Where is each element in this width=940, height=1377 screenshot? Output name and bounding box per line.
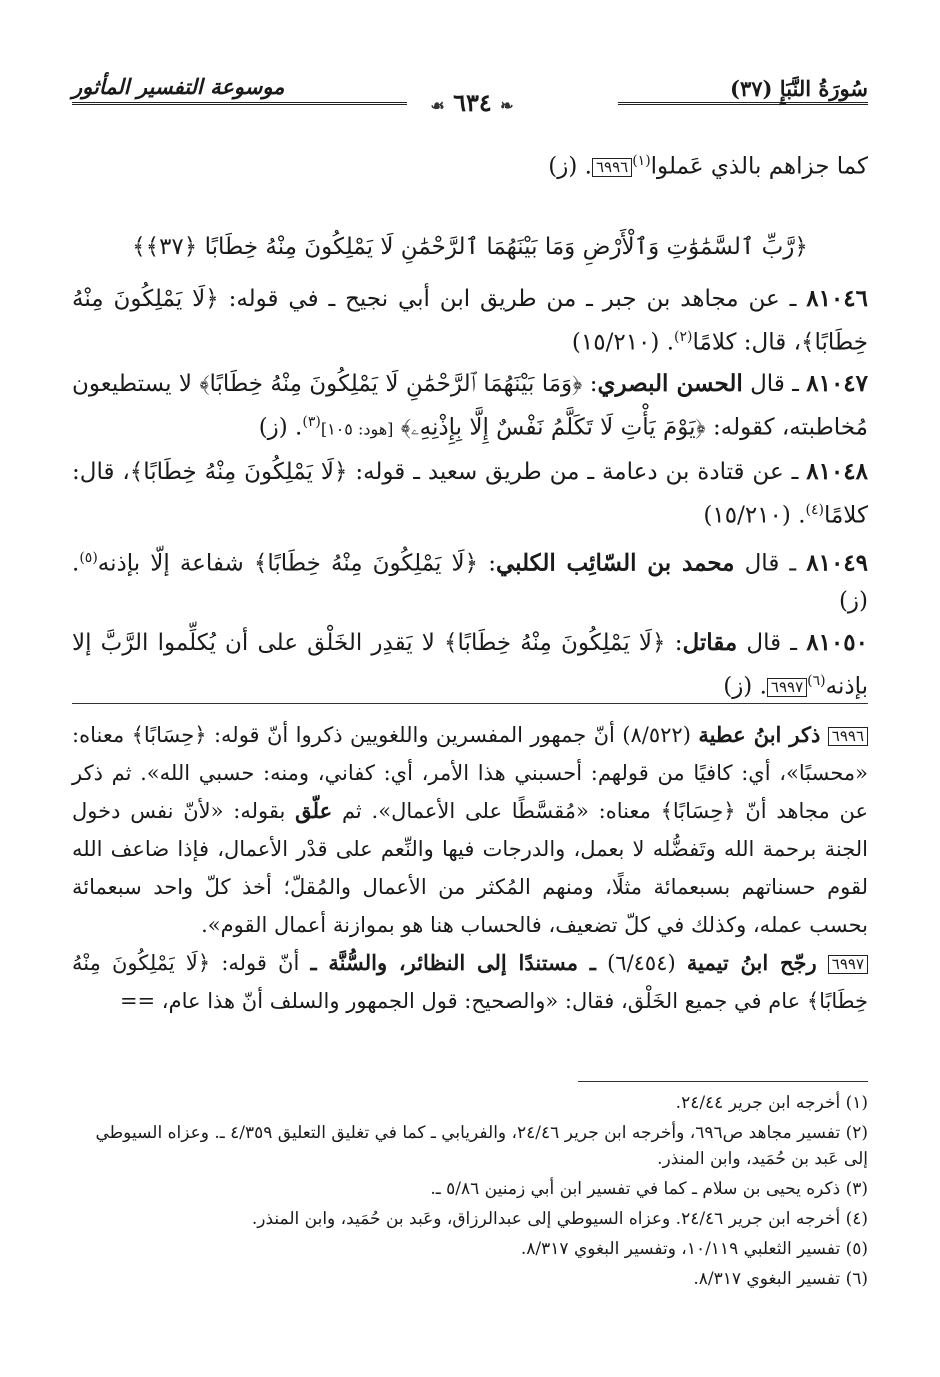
page-header	[72, 68, 868, 118]
note-box-marker: ٦٩٩٦	[828, 727, 868, 746]
continuation-line: كما جزاهم بالذي عَملوا$^{(١)}$٦٩٩٦. (ز)	[548, 153, 868, 180]
entry-number: ٨١٠٤٩	[806, 549, 869, 577]
narration-entry: ٨١٠٤٧ ـ قال الحسن البصري: ﴿وَمَا بَيْنَهُمَا ٱلرَّحْمَٰنِ لَا يَمْلِكُونَ مِنْهُ خِطَابًا﴾ لا يستطيعون مُخاطبته، كقوله: ﴿يَوْمَ يَأْتِ لَا تَكَلَّمُ نَفْسٌ إِلَّا بِإِذْنِهِۦ﴾ [هود: ١٠٥]$^{(٣)}$. (ز)	[72, 370, 869, 441]
book-title: موسوعة التفسير المأثور	[72, 74, 285, 99]
entry-number: ٨١٠٤٧	[806, 370, 869, 398]
footnote-marker[interactable]: (٦)	[807, 673, 826, 690]
note-box-marker: ٦٩٩٧	[828, 955, 868, 974]
header-rule	[618, 102, 868, 105]
page-number-box	[422, 88, 522, 117]
entry-number: ٨١٠٤٦	[806, 284, 868, 312]
narration-entry: ٨١٠٤٩ ـ قال محمد بن السّائِب الكلبي: ﴿لَا يَمْلِكُونَ مِنْهُ خِطَابًا﴾ شفاعة إلّا بإذنه$^{(٥)}$. (ز)	[72, 549, 869, 615]
footnote-marker[interactable]: (٤)	[805, 501, 824, 518]
header-rule	[72, 102, 407, 105]
ornament-icon: ❧	[500, 96, 514, 115]
narrator-name: محمد بن السّائِب الكلبي	[495, 549, 735, 577]
entry-number: ٨١٠٥٠	[806, 629, 868, 657]
narration-entry: ٨١٠٥٠ ـ قال مقاتل: ﴿لَا يَمْلِكُونَ مِنْهُ خِطَابًا﴾ لا يَقدِر الخَلْق على أن يُكلِّموا الرَّبَّ إلا بإذنه$^{(٦)}$٦٩٩٧. (ز)	[72, 629, 868, 700]
note-box-marker[interactable]: ٦٩٩٧	[767, 678, 807, 697]
notes-separator	[72, 703, 868, 704]
narration-entry: ٨١٠٤٨ ـ عن قتادة بن دعامة ـ من طريق سعيد ـ قوله: ﴿لَا يَمْلِكُونَ مِنْهُ خِطَابًا﴾، قال: كلامًا$^{(٤)}$. (١٥/٢١٠)	[72, 457, 868, 529]
footnote-marker[interactable]: (٢)	[674, 328, 693, 345]
footnote: (٢) تفسير مجاهد ص٦٩٦، وأخرجه ابن جرير ٢٤/٤٦، والفريابي ـ كما في تغليق التعليق ٤/٣٥٩ ـ. وعزاه السيوطي إلى عَبد بن حُمَيد، وابن المنذر.	[95, 1123, 868, 1169]
footnote-marker[interactable]: (٣)	[302, 414, 321, 431]
footnote: (٣) ذكره يحيى بن سلام ـ كما في تفسير ابن أبي زمنين ٥/٨٦ ـ.	[430, 1179, 868, 1199]
commentary-notes	[72, 716, 868, 1020]
main-text	[72, 142, 868, 710]
ornament-icon: ☙	[430, 96, 445, 115]
footnote: (٤) أخرجه ابن جرير ٢٤/٤٦. وعزاه السيوطي إلى عبدالرزاق، وعَبد بن حُمَيد، وابن المنذر.	[251, 1209, 868, 1229]
note-box-marker[interactable]: ٦٩٩٦	[592, 158, 632, 177]
footnotes	[72, 1090, 868, 1296]
narration-entry: ٨١٠٤٦ ـ عن مجاهد بن جبر ـ من طريق ابن أبي نجيح ـ في قوله: ﴿لَا يَمْلِكُونَ مِنْهُ خِطَابًا﴾، قال: كلامًا$^{(٢)}$. (١٥/٢١٠)	[72, 284, 868, 356]
commentary-note: ٦٩٩٦ ذكر ابنُ عطية (٨/٥٢٢) أنّ جمهور المفسرين واللغويين ذكروا أنّ قوله: ﴿حِسَابًا﴾ معناه: «محسبًا»، أي: كافيًا من قولهم: أحسبني هذا الأمر، أي: كفاني، ومنه: حسبي الله». ثم ذكر عن مجاهد أنّ ﴿حِسَابًا﴾ معناه: «مُقسَّطًا على الأعمال». ثم علّق بقوله: «لأنّ نفس دخول الجنة برحمة الله وتَفضُّله لا بعمل، والدرجات فيها والنِّعم على قدْر الأعمال، فإذا ضاعف الله لقوم حسناتهم بسبعمائة مثلًا، ومنهم المُكثر من الأعمال والمُقلّ؛ أخذ كلّ واحد سبعمائة بحسب عمله، وكذلك في كلّ تضعيف، فالحساب هنا هو بموازنة أعمال القوم».	[72, 722, 868, 937]
footnote: (٥) تفسير الثعلبي ١٠/١١٩، وتفسير البغوي ٨/٣١٧.	[520, 1239, 868, 1259]
commentary-note: ٦٩٩٧ رجّح ابنُ تيمية (٦/٤٥٤) ـ مستندًا إلى النظائر، والسُّنَّة ـ أنّ قوله: ﴿لَا يَمْلِكُونَ مِنْهُ خِطَابًا﴾ عام في جميع الخَلْق، فقال: «والصحيح: قول الجمهور والسلف أنّ هذا عام، ==	[72, 950, 868, 1013]
footnote-marker[interactable]: (٥)	[79, 549, 98, 566]
verse-reference: [هود: ١٠٥]	[320, 419, 394, 439]
footnote-marker[interactable]: (١)	[632, 153, 651, 169]
page-number: ٦٣٤	[453, 88, 492, 117]
narrator-name: مقاتل	[682, 629, 738, 657]
footnotes-separator	[578, 1081, 868, 1082]
surah-title: سُورَةُ النَّبَإِ (٣٧)	[730, 76, 868, 101]
entry-number: ٨١٠٤٨	[806, 457, 868, 485]
quran-verse: ﴿رَّبِّ ٱلسَّمَٰوَٰتِ وَٱلْأَرْضِ وَمَا بَيْنَهُمَا ٱلرَّحْمَٰنِ لَا يَمْلِكُونَ مِنْهُ خِطَابًا ﴿٣٧﴾﴾	[132, 233, 808, 260]
footnote: (٦) تفسير البغوي ٨/٣١٧.	[693, 1269, 868, 1289]
narrator-name: الحسن البصري	[597, 370, 743, 398]
footnote: (١) أخرجه ابن جرير ٢٤/٤٤.	[675, 1093, 868, 1113]
